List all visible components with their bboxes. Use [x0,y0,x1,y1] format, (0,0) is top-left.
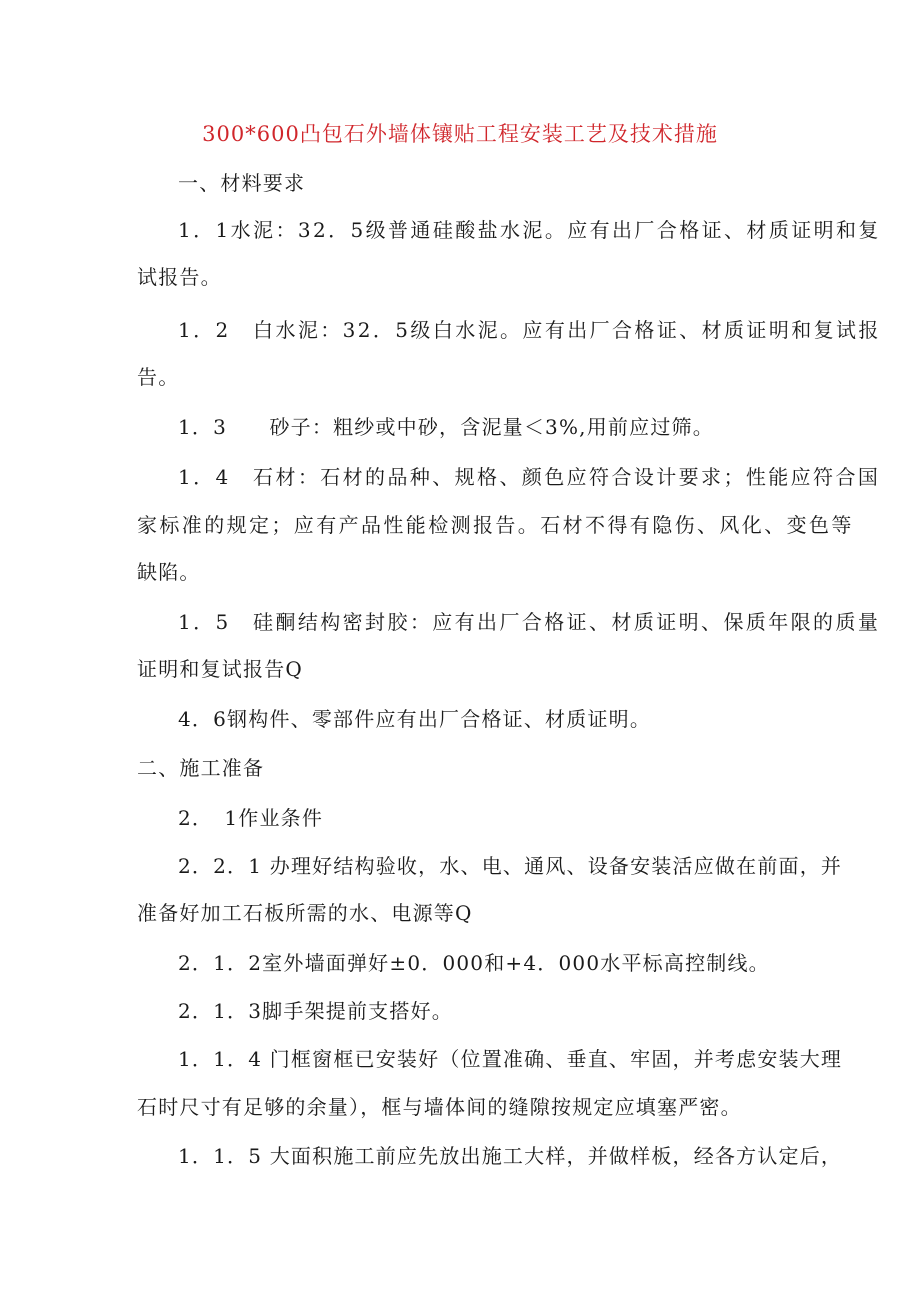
section-heading-preparation: 二、施工准备 [137,756,265,780]
paragraph-line: 告。 [137,365,180,389]
paragraph-line: 1．5 硅酮结构密封胶：应有出厂合格证、材质证明、保质年限的质量 [178,610,881,634]
paragraph-line: 1．1．5 大面积施工前应先放出施工大样，并做样板，经各方认定后， [178,1144,843,1168]
paragraph-line: 2．1．3脚手架提前支搭好。 [178,999,453,1023]
paragraph-line: 1．2 白水泥：32．5级白水泥。应有出厂合格证、材质证明和复试报 [178,318,881,342]
paragraph-line: 2．2．1 办理好结构验收，水、电、通风、设备安装活应做在前面，并 [178,854,843,878]
section-heading-materials: 一、材料要求 [178,171,306,195]
paragraph-line: 证明和复试报告Q [137,657,303,681]
document-title: 300*600凸包石外墙体镶贴工程安装工艺及技术措施 [202,122,718,146]
paragraph-line: 1．1水泥：32．5级普通硅酸盐水泥。应有出厂合格证、材质证明和复 [178,218,881,242]
paragraph-line: 2．1．2室外墙面弹好±0．000和+4．000水平标高控制线。 [178,951,770,975]
paragraph-line: 石时尺寸有足够的余量），框与墙体间的缝隙按规定应填塞严密。 [137,1095,742,1119]
paragraph-line: 4．6钢构件、零部件应有出厂合格证、材质证明。 [178,707,652,731]
paragraph-line: 2． 1作业条件 [178,806,324,830]
paragraph-line: 准备好加工石板所需的水、电源等Q [137,901,473,925]
paragraph-line: 试报告。 [137,265,222,289]
paragraph-line: 1．1．4 门框窗框已安装好（位置准确、垂直、牢固，并考虑安装大理 [178,1047,843,1071]
paragraph-line: 1．3 砂子：粗纱或中砂，含泥量＜3%,用前应过筛。 [178,415,714,439]
paragraph-line: 家标准的规定；应有产品性能检测报告。石材不得有隐伤、风化、变色等 [137,513,854,537]
paragraph-line: 1．4 石材：石材的品种、规格、颜色应符合设计要求；性能应符合国 [178,465,881,489]
paragraph-line: 缺陷。 [137,560,201,584]
